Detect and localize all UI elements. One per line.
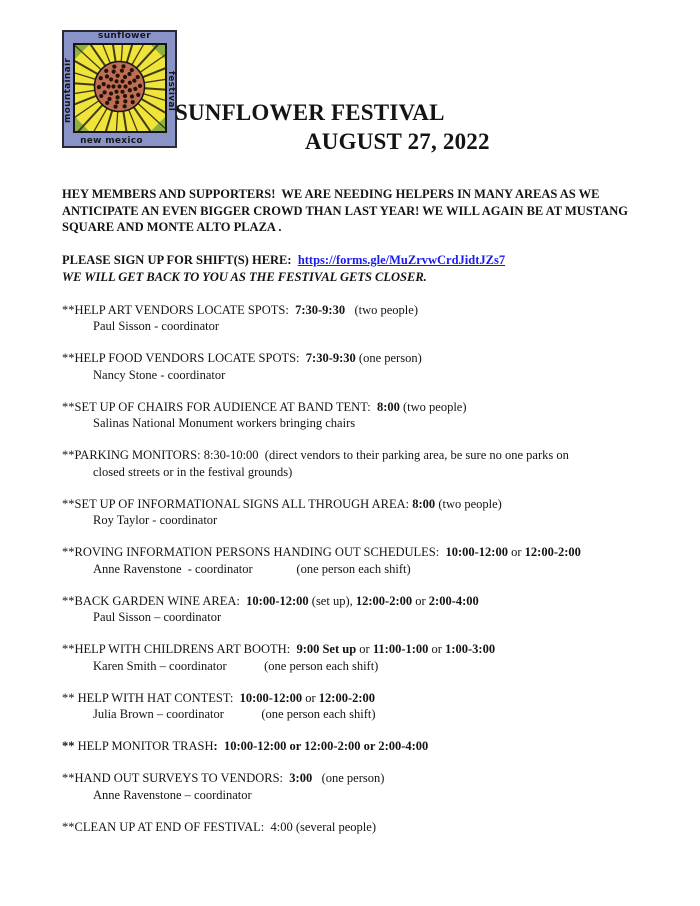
shift-item [62,496,650,529]
shift-item [62,770,650,803]
shift-item [62,544,650,577]
shift-time: ** [62,739,75,753]
shift-heading [62,302,650,319]
shift-time: 11:00-1:00 [372,642,429,656]
logo-text-mountainair: mountainair [63,57,73,123]
shift-time: 2:00-4:00 [428,593,479,608]
shift-time: 7:30-9:30 [295,302,346,317]
logo-text-festival: festival [166,70,176,112]
shift-text: (two people) [399,399,467,414]
shift-text: (one person) [355,351,422,365]
shift-time: 12:00-2:00 [318,690,376,705]
shift-time: 10:00-12:00 [239,690,303,705]
intro-line: ANTICIPATE AN EVEN BIGGER CROWD THAN LAST YEAR! WE WILL AGAIN BE AT MUSTANG [62,203,628,218]
shift-item [62,738,650,755]
page-date: AUGUST 27, 2022 [305,129,490,154]
shift-subline [62,609,650,626]
shift-heading [62,350,650,367]
shift-text: or [356,642,373,656]
shift-text: or [302,690,319,705]
shift-time: : 10:00-12:00 or 12:00-2:00 or 2:00-4:00 [213,739,429,753]
shift-subline [62,318,650,335]
signup-line [62,252,650,285]
shift-text: **HELP ART VENDORS LOCATE SPOTS: [62,302,296,317]
signup-form-link[interactable]: https://forms.gle/MuZrvwCrdJidtJZs7 [297,253,506,267]
shift-text: (two people) [345,302,418,317]
shift-text: Anne Ravenstone – coordinator [93,787,252,802]
shift-text: Julia Brown – coordinator (one person each shift) [93,707,376,721]
shift-item [62,690,650,723]
shift-heading [62,593,650,610]
intro-line: HEY MEMBERS AND SUPPORTERS! WE ARE NEEDING HELPERS IN MANY AREAS AS WE [62,187,600,201]
shift-subline [62,658,650,675]
shift-subline [62,512,650,529]
shift-subline [62,415,650,432]
shift-item [62,819,650,836]
shift-item [62,641,650,674]
intro-line: SQUARE AND MONTE ALTO PLAZA . [62,220,282,234]
shift-time: 10:00-12:00 [445,545,508,559]
shift-text: **HAND OUT SURVEYS TO VENDORS: [62,771,290,785]
shift-text: ** HELP WITH HAT CONTEST: [62,690,240,705]
shift-text: Paul Sisson - coordinator [93,319,220,333]
shift-subline [62,787,650,804]
shift-item [62,447,650,480]
shift-subline [62,706,650,723]
shift-item [62,302,650,335]
logo-text-new-mexico: new mexico [80,136,143,146]
shift-text: Nancy Stone - coordinator [93,367,226,382]
shift-item [62,593,650,626]
shift-text: HELP MONITOR TRASH [74,739,214,753]
shift-text: **ROVING INFORMATION PERSONS HANDING OUT SCHEDULES: [62,545,446,559]
shift-item [62,350,650,383]
signup-label: PLEASE SIGN UP FOR SHIFT(S) HERE: [62,253,298,267]
shift-text: or [412,593,429,608]
shift-text: **BACK GARDEN WINE AREA: [62,593,247,608]
shift-time: 12:00-2:00 [524,545,581,559]
shift-time: 8:00 [376,399,400,414]
shift-text: or [507,545,525,559]
logo-text-sunflower: sunflower [98,31,151,41]
followup-note: WE WILL GET BACK TO YOU AS THE FESTIVAL GETS CLOSER. [62,269,427,284]
shift-subline [62,367,650,384]
shift-heading [62,770,650,787]
shift-heading [62,399,650,416]
shift-time: 1:00-3:00 [445,642,496,656]
shift-heading [62,690,650,707]
shift-heading [62,447,650,464]
shift-text: **SET UP OF INFORMATIONAL SIGNS ALL THROUGH AREA: [62,496,413,511]
shift-text: (one person) [312,771,385,785]
shift-heading [62,496,650,513]
document-body [62,0,650,851]
shift-text: **CLEAN UP AT END OF FESTIVAL: 4:00 (several people) [62,819,376,834]
shift-item [62,399,650,432]
shift-subline [62,561,650,578]
page-title: SUNFLOWER FESTIVAL [175,100,445,125]
shift-text: Roy Taylor - coordinator [93,513,218,527]
shift-text: **HELP FOOD VENDORS LOCATE SPOTS: [62,351,306,365]
shift-time: 3:00 [289,771,313,785]
intro-paragraph [62,186,650,236]
shift-text: Anne Ravenstone - coordinator (one person each shift) [93,561,411,576]
shift-time: 7:30-9:30 [305,351,356,365]
shift-heading [62,738,650,755]
shift-text: (set up), [308,593,356,608]
shift-text: **SET UP OF CHAIRS FOR AUDIENCE AT BAND TENT: [62,399,377,414]
shift-list [62,302,650,836]
shift-text: Karen Smith – coordinator (one person each shift) [93,658,379,673]
shift-text: **PARKING MONITORS: 8:30-10:00 (direct vendors to their parking area, be sure no one parks on [62,448,569,462]
shift-text: Salinas National Monument workers bringing chairs [93,416,356,430]
shift-heading [62,641,650,658]
shift-subline [62,464,650,481]
shift-time: 10:00-12:00 [246,593,309,608]
shift-text: **HELP WITH CHILDRENS ART BOOTH: [62,642,297,656]
shift-text: (two people) [435,496,502,511]
shift-heading [62,819,650,836]
shift-time: 8:00 [412,496,436,511]
shift-heading [62,544,650,561]
shift-text: Paul Sisson – coordinator [93,610,222,624]
shift-text: or [428,642,446,656]
shift-time: 9:00 Set up [296,642,357,656]
shift-text: closed streets or in the festival grounds) [93,464,293,479]
shift-time: 12:00-2:00 [355,593,413,608]
